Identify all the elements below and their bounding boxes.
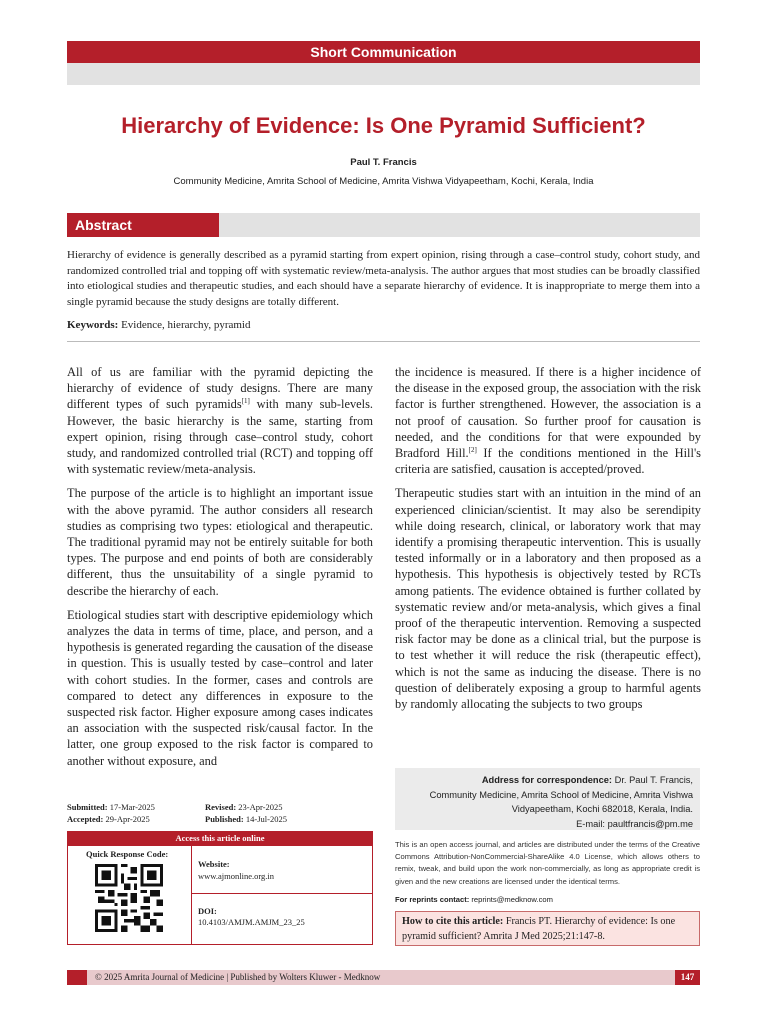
section-banner: Short Communication bbox=[67, 41, 700, 63]
article-title: Hierarchy of Evidence: Is One Pyramid Sufficient? bbox=[121, 113, 646, 138]
correspondence-address: Address for correspondence: Dr. Paul T. Francis, Community Medicine, Amrita School of Medicine, Amrita Vishwa Vidyapeetham, Kochi 682018, Kerala, India. E-mail: paultfrancis@pm.me bbox=[395, 773, 693, 831]
website-label: Website: bbox=[198, 859, 230, 869]
keywords-value: Evidence, hierarchy, pyramid bbox=[121, 319, 251, 331]
accepted-date: Accepted: 29-Apr-2025 bbox=[67, 814, 150, 824]
body-column-left bbox=[67, 364, 373, 777]
access-divider bbox=[191, 845, 192, 945]
license-text: This is an open access journal, and articles are distributed under the terms of the Creative Commons Attribution-NonCommercial-ShareAlike 4.0 License, which allows others to remix, tweak, and build upon the work non-commercially, as long as appropriate credit is given and the new creations are licensed under the identical terms. bbox=[395, 840, 700, 886]
correspondence-line: Community Medicine, Amrita School of Medicine, Amrita Vishwa bbox=[429, 789, 693, 800]
doi-link[interactable]: 10.4103/AMJM.AMJM_23_25 bbox=[198, 917, 305, 927]
qr-code-label: Quick Response Code: bbox=[86, 849, 169, 859]
reference-link[interactable]: [1] bbox=[241, 397, 250, 406]
abstract-heading: Abstract bbox=[67, 213, 219, 237]
body-paragraph: Etiological studies start with descriptive epidemiology which analyzes the data in terms of time, place, and person, and a hypothesis is generated regarding the causation of the disease in question. This is usually tested by case–control and later with cohort studies. In the former, cases and controls are compared to detect any differences in exposure to the suspected risk factor. Higher exposure among cases indicates an association with the suspected risk/causal factor. In the latter, one group exposed to the risk factor is compared to another without exposure, and bbox=[67, 607, 373, 768]
reference-link[interactable]: [2] bbox=[468, 445, 477, 454]
body-paragraph: All of us are familiar with the pyramid depicting the hierarchy of evidence of study designs. There are many different types of such pyramids[1] with many sub-levels. However, the basic hierarchy is the same, starting from expert opinion, rising through case–control study, cohort study, and randomized controlled trial (RCT) and topping off with systematic review/meta-analysis. bbox=[67, 365, 373, 477]
body-paragraph: the incidence is measured. If there is a higher incidence of the disease in the exposed group, the association with the risk factor is further strengthened. However, the association is a not proof of causation. So further proof for causation is needed, and the conditions for that were expounded by Bradford Hill.[2] If the conditions mentioned in the Hill's criteria are satisfied, causation is accepted/proved. bbox=[395, 365, 701, 477]
reprints-contact: For reprints contact: reprints@medknow.com bbox=[395, 895, 553, 904]
abstract-divider bbox=[67, 341, 700, 342]
page-number: 147 bbox=[675, 970, 700, 985]
footer-accent bbox=[67, 970, 87, 985]
access-online-heading: Access this article online bbox=[67, 831, 373, 845]
website-link[interactable]: www.ajmonline.org.in bbox=[198, 871, 275, 881]
access-divider bbox=[191, 893, 373, 894]
body-paragraph: The purpose of the article is to highlight an important issue with the above pyramid. The author considers all research studies as comprising two types: etiological and therapeutic. The traditional pyramid may not be entirely suitable for both types. The purpose and end points of both are considerably different, thus the unsuitability of a single pyramid to describe the hierarchy of each. bbox=[67, 486, 373, 598]
author-name: Paul T. Francis bbox=[350, 157, 417, 168]
correspondence-email[interactable]: E-mail: paultfrancis@pm.me bbox=[576, 818, 693, 829]
body-paragraph: Therapeutic studies start with an intuition in the mind of an experienced clinician/scientist. It may also be serendipity while doing research, clinical, or laboratory work that may identify a promising therapeutic intervention. This is usually tested informally or in a laboratory and then proposed as a hypothesis. This hypothesis is objectively tested by RCTs among patients. The evidence obtained is further collated by systematic review and/or meta-analysis, which gives a final proof of the therapeutic intervention. Removing a suspected risk factor may be done as a clinical trial, but the purpose is to test whether it will reduce the risk (therapeutic effect), which is not the same as inducing the disease. There is no question of deliberately exposing a group to harmful agents by randomly allocating the subjects to two groups bbox=[395, 486, 701, 712]
reprints-email[interactable]: reprints@medknow.com bbox=[469, 895, 553, 904]
correspondence-line: Vidyapeetham, Kochi 682018, Kerala, India. bbox=[511, 804, 693, 814]
abstract-text: Hierarchy of evidence is generally described as a pyramid starting from expert opinion, rising through a case–control study, cohort study, and randomized controlled trial and topping off with systematic review/meta-analysis. The author argues that most studies can be broadly classified into etiological studies and therapeutic studies, and each should have a separate hierarchy of evidence. It is inappropriate to merge them into a single pyramid because the study designs are totally different. bbox=[67, 249, 700, 308]
citation-label: How to cite this article: bbox=[402, 916, 504, 927]
footer-copyright: © 2025 Amrita Journal of Medicine | Published by Wolters Kluwer - Medknow bbox=[95, 972, 381, 982]
keywords-label: Keywords: bbox=[67, 319, 119, 331]
abstract-heading-strip bbox=[219, 213, 700, 237]
keywords-line bbox=[67, 319, 700, 331]
qr-code-icon[interactable] bbox=[95, 864, 163, 932]
banner-grey-strip bbox=[67, 63, 700, 85]
published-date: Published: 14-Jul-2025 bbox=[205, 814, 287, 824]
author-affiliation: Community Medicine, Amrita School of Medicine, Amrita Vishwa Vidyapeetham, Kochi, Kerala, India bbox=[173, 176, 594, 187]
revised-date: Revised: 23-Apr-2025 bbox=[205, 802, 283, 812]
correspondence-label: Address for correspondence: bbox=[481, 775, 613, 785]
submitted-date: Submitted: 17-Mar-2025 bbox=[67, 802, 155, 812]
citation-box: How to cite this article: Francis PT. Hierarchy of evidence: Is one pyramid sufficient? Amrita J Med 2025;21:147-8. bbox=[395, 911, 700, 946]
doi-label: DOI: bbox=[198, 906, 217, 916]
body-column-right bbox=[395, 364, 701, 720]
